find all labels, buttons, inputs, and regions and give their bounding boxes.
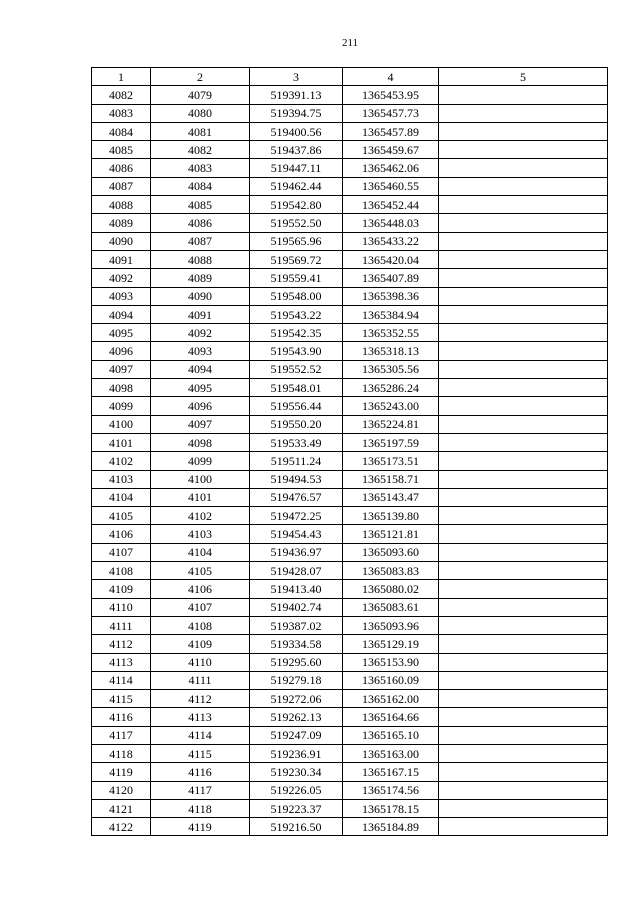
table-cell-col-2: 4099 [151, 452, 250, 470]
table-cell-col-2: 4104 [151, 543, 250, 561]
table-cell-col-2: 4118 [151, 799, 250, 817]
table-cell-col-3: 519543.22 [250, 305, 343, 323]
table-cell-col-5 [439, 122, 608, 140]
table-row [92, 86, 608, 104]
table-cell-col-3: 519548.00 [250, 287, 343, 305]
table-row [92, 543, 608, 561]
table-cell-col-4: 1365129.19 [343, 635, 439, 653]
table-cell-col-1: 4088 [92, 196, 151, 214]
table-cell-col-5 [439, 708, 608, 726]
table-cell-col-3: 519272.06 [250, 690, 343, 708]
table-cell-col-1: 4114 [92, 671, 151, 689]
table-cell-col-4: 1365121.81 [343, 525, 439, 543]
table-cell-col-1: 4091 [92, 250, 151, 268]
table-cell-col-1: 4108 [92, 562, 151, 580]
table-body [92, 86, 608, 836]
table-cell-col-1: 4085 [92, 141, 151, 159]
table-cell-col-2: 4092 [151, 324, 250, 342]
table-cell-col-4: 1365420.04 [343, 250, 439, 268]
table-cell-col-1: 4087 [92, 177, 151, 195]
table-cell-col-5 [439, 507, 608, 525]
table-cell-col-1: 4116 [92, 708, 151, 726]
table-cell-col-4: 1365452.44 [343, 196, 439, 214]
table-row [92, 214, 608, 232]
page-number: 211 [341, 37, 359, 49]
table-row [92, 397, 608, 415]
table-row [92, 653, 608, 671]
table-cell-col-4: 1365080.02 [343, 580, 439, 598]
table-row [92, 562, 608, 580]
table-cell-col-3: 519247.09 [250, 726, 343, 744]
table-cell-col-4: 1365352.55 [343, 324, 439, 342]
table-cell-col-2: 4115 [151, 744, 250, 762]
table-cell-col-5 [439, 214, 608, 232]
table-cell-col-5 [439, 744, 608, 762]
table-cell-col-4: 1365407.89 [343, 269, 439, 287]
column-header-3: 3 [250, 68, 343, 86]
table-cell-col-3: 519387.02 [250, 616, 343, 634]
table-cell-col-3: 519542.35 [250, 324, 343, 342]
table-row [92, 598, 608, 616]
table-cell-col-3: 519550.20 [250, 415, 343, 433]
table-cell-col-3: 519334.58 [250, 635, 343, 653]
table-cell-col-3: 519391.13 [250, 86, 343, 104]
table-cell-col-3: 519559.41 [250, 269, 343, 287]
table-cell-col-3: 519565.96 [250, 232, 343, 250]
table-cell-col-3: 519548.01 [250, 379, 343, 397]
table-row [92, 287, 608, 305]
table-cell-col-4: 1365448.03 [343, 214, 439, 232]
table-cell-col-5 [439, 379, 608, 397]
table-cell-col-4: 1365305.56 [343, 360, 439, 378]
table-cell-col-5 [439, 196, 608, 214]
table-row [92, 379, 608, 397]
table-row [92, 232, 608, 250]
table-cell-col-2: 4081 [151, 122, 250, 140]
table-cell-col-3: 519462.44 [250, 177, 343, 195]
table-cell-col-4: 1365398.36 [343, 287, 439, 305]
table-cell-col-2: 4088 [151, 250, 250, 268]
table-cell-col-1: 4084 [92, 122, 151, 140]
table-cell-col-2: 4100 [151, 470, 250, 488]
table-cell-col-1: 4122 [92, 818, 151, 836]
table-cell-col-5 [439, 671, 608, 689]
table-row [92, 159, 608, 177]
table-cell-col-1: 4096 [92, 342, 151, 360]
table-cell-col-3: 519543.90 [250, 342, 343, 360]
table-cell-col-3: 519428.07 [250, 562, 343, 580]
table-cell-col-1: 4101 [92, 433, 151, 451]
table-cell-col-1: 4094 [92, 305, 151, 323]
table-row [92, 141, 608, 159]
table-cell-col-5 [439, 690, 608, 708]
table-row [92, 305, 608, 323]
table-cell-col-5 [439, 360, 608, 378]
table-cell-col-2: 4095 [151, 379, 250, 397]
table-row [92, 250, 608, 268]
table-cell-col-1: 4086 [92, 159, 151, 177]
table-cell-col-4: 1365224.81 [343, 415, 439, 433]
table-cell-col-5 [439, 232, 608, 250]
table-row [92, 470, 608, 488]
table-cell-col-1: 4093 [92, 287, 151, 305]
table-cell-col-2: 4113 [151, 708, 250, 726]
table-cell-col-5 [439, 433, 608, 451]
table-cell-col-2: 4089 [151, 269, 250, 287]
table-cell-col-1: 4105 [92, 507, 151, 525]
table-cell-col-3: 519569.72 [250, 250, 343, 268]
table-cell-col-4: 1365163.00 [343, 744, 439, 762]
table-cell-col-2: 4117 [151, 781, 250, 799]
table-row [92, 525, 608, 543]
table-cell-col-1: 4083 [92, 104, 151, 122]
column-header-4: 4 [343, 68, 439, 86]
table-row [92, 269, 608, 287]
table-row [92, 616, 608, 634]
table-cell-col-2: 4106 [151, 580, 250, 598]
table-cell-col-3: 519400.56 [250, 122, 343, 140]
table-cell-col-2: 4083 [151, 159, 250, 177]
table-row [92, 507, 608, 525]
table-cell-col-2: 4082 [151, 141, 250, 159]
table-cell-col-3: 519223.37 [250, 799, 343, 817]
table-cell-col-5 [439, 616, 608, 634]
table-cell-col-4: 1365139.80 [343, 507, 439, 525]
table-cell-col-1: 4115 [92, 690, 151, 708]
table-row [92, 818, 608, 836]
table-cell-col-2: 4094 [151, 360, 250, 378]
table-cell-col-3: 519279.18 [250, 671, 343, 689]
table-cell-col-5 [439, 305, 608, 323]
table-cell-col-1: 4095 [92, 324, 151, 342]
table-cell-col-4: 1365197.59 [343, 433, 439, 451]
table-cell-col-1: 4110 [92, 598, 151, 616]
table-cell-col-4: 1365384.94 [343, 305, 439, 323]
table-row [92, 781, 608, 799]
table-cell-col-3: 519552.52 [250, 360, 343, 378]
table-row [92, 580, 608, 598]
table-cell-col-1: 4109 [92, 580, 151, 598]
table-cell-col-2: 4107 [151, 598, 250, 616]
table-cell-col-5 [439, 269, 608, 287]
table-cell-col-1: 4097 [92, 360, 151, 378]
table-cell-col-3: 519476.57 [250, 488, 343, 506]
table-cell-col-5 [439, 635, 608, 653]
table-cell-col-5 [439, 763, 608, 781]
table-cell-col-2: 4102 [151, 507, 250, 525]
table-cell-col-2: 4110 [151, 653, 250, 671]
table-cell-col-5 [439, 452, 608, 470]
table-cell-col-5 [439, 397, 608, 415]
table-row [92, 360, 608, 378]
table-cell-col-2: 4116 [151, 763, 250, 781]
table-row [92, 690, 608, 708]
column-header-5: 5 [439, 68, 608, 86]
table-cell-col-4: 1365173.51 [343, 452, 439, 470]
table-cell-col-5 [439, 653, 608, 671]
table-header [92, 68, 608, 86]
table-cell-col-1: 4119 [92, 763, 151, 781]
table-row [92, 763, 608, 781]
table-cell-col-1: 4099 [92, 397, 151, 415]
table-cell-col-5 [439, 287, 608, 305]
table-cell-col-1: 4102 [92, 452, 151, 470]
table-cell-col-5 [439, 799, 608, 817]
table-row [92, 433, 608, 451]
table-cell-col-4: 1365318.13 [343, 342, 439, 360]
table-cell-col-2: 4098 [151, 433, 250, 451]
table-cell-col-1: 4092 [92, 269, 151, 287]
table-cell-col-4: 1365433.22 [343, 232, 439, 250]
table-cell-col-4: 1365462.06 [343, 159, 439, 177]
table-cell-col-3: 519556.44 [250, 397, 343, 415]
table-cell-col-4: 1365143.47 [343, 488, 439, 506]
table-cell-col-5 [439, 726, 608, 744]
coordinates-table [91, 67, 608, 836]
table-cell-col-5 [439, 580, 608, 598]
table-cell-col-1: 4098 [92, 379, 151, 397]
table-cell-col-4: 1365459.67 [343, 141, 439, 159]
table-cell-col-1: 4107 [92, 543, 151, 561]
table-row [92, 342, 608, 360]
table-cell-col-3: 519236.91 [250, 744, 343, 762]
table-cell-col-2: 4103 [151, 525, 250, 543]
table-cell-col-3: 519533.49 [250, 433, 343, 451]
table-cell-col-5 [439, 141, 608, 159]
table-cell-col-3: 519494.53 [250, 470, 343, 488]
table-cell-col-5 [439, 525, 608, 543]
table-cell-col-5 [439, 543, 608, 561]
table-cell-col-2: 4112 [151, 690, 250, 708]
table-cell-col-4: 1365164.66 [343, 708, 439, 726]
table-row [92, 726, 608, 744]
table-row [92, 196, 608, 214]
table-cell-col-4: 1365174.56 [343, 781, 439, 799]
table-row [92, 122, 608, 140]
table-cell-col-1: 4082 [92, 86, 151, 104]
table-cell-col-2: 4111 [151, 671, 250, 689]
table-cell-col-2: 4087 [151, 232, 250, 250]
table-cell-col-4: 1365184.89 [343, 818, 439, 836]
table-cell-col-5 [439, 598, 608, 616]
table-cell-col-3: 519436.97 [250, 543, 343, 561]
table-cell-col-4: 1365093.60 [343, 543, 439, 561]
table-cell-col-3: 519394.75 [250, 104, 343, 122]
table-cell-col-2: 4085 [151, 196, 250, 214]
table-cell-col-1: 4090 [92, 232, 151, 250]
table-cell-col-3: 519226.05 [250, 781, 343, 799]
table-cell-col-5 [439, 250, 608, 268]
table-row [92, 104, 608, 122]
table-row [92, 671, 608, 689]
table-cell-col-1: 4089 [92, 214, 151, 232]
table-cell-col-3: 519447.11 [250, 159, 343, 177]
table-cell-col-4: 1365453.95 [343, 86, 439, 104]
table-cell-col-3: 519230.34 [250, 763, 343, 781]
table-row [92, 415, 608, 433]
table-row [92, 799, 608, 817]
table-cell-col-2: 4114 [151, 726, 250, 744]
table-cell-col-2: 4080 [151, 104, 250, 122]
table-cell-col-5 [439, 177, 608, 195]
table-cell-col-4: 1365083.83 [343, 562, 439, 580]
table-cell-col-4: 1365457.73 [343, 104, 439, 122]
table-cell-col-3: 519511.24 [250, 452, 343, 470]
table-cell-col-5 [439, 781, 608, 799]
table-row [92, 324, 608, 342]
table-cell-col-1: 4121 [92, 799, 151, 817]
table-row [92, 635, 608, 653]
table-cell-col-2: 4091 [151, 305, 250, 323]
table-cell-col-4: 1365165.10 [343, 726, 439, 744]
table-cell-col-2: 4090 [151, 287, 250, 305]
table-cell-col-1: 4100 [92, 415, 151, 433]
table-cell-col-2: 4096 [151, 397, 250, 415]
table-cell-col-3: 519216.50 [250, 818, 343, 836]
table-cell-col-5 [439, 159, 608, 177]
table-cell-col-4: 1365083.61 [343, 598, 439, 616]
table-row [92, 452, 608, 470]
table-cell-col-4: 1365457.89 [343, 122, 439, 140]
table-cell-col-4: 1365162.00 [343, 690, 439, 708]
table-cell-col-4: 1365153.90 [343, 653, 439, 671]
table-cell-col-5 [439, 324, 608, 342]
table-cell-col-2: 4079 [151, 86, 250, 104]
table-header-row [92, 68, 608, 86]
table-cell-col-4: 1365286.24 [343, 379, 439, 397]
table-cell-col-1: 4104 [92, 488, 151, 506]
table-cell-col-3: 519472.25 [250, 507, 343, 525]
table-cell-col-5 [439, 488, 608, 506]
table-cell-col-2: 4097 [151, 415, 250, 433]
table-cell-col-1: 4113 [92, 653, 151, 671]
table-cell-col-4: 1365167.15 [343, 763, 439, 781]
table-cell-col-5 [439, 818, 608, 836]
table-cell-col-2: 4119 [151, 818, 250, 836]
table-cell-col-1: 4103 [92, 470, 151, 488]
column-header-1: 1 [92, 68, 151, 86]
table-cell-col-2: 4108 [151, 616, 250, 634]
table-cell-col-3: 519454.43 [250, 525, 343, 543]
table-cell-col-1: 4118 [92, 744, 151, 762]
table-cell-col-5 [439, 86, 608, 104]
table-cell-col-2: 4084 [151, 177, 250, 195]
table-cell-col-2: 4109 [151, 635, 250, 653]
table-row [92, 177, 608, 195]
table-cell-col-4: 1365178.15 [343, 799, 439, 817]
table-row [92, 488, 608, 506]
column-header-2: 2 [151, 68, 250, 86]
table-cell-col-2: 4086 [151, 214, 250, 232]
table-cell-col-1: 4120 [92, 781, 151, 799]
table-cell-col-2: 4093 [151, 342, 250, 360]
table-cell-col-4: 1365243.00 [343, 397, 439, 415]
table-cell-col-3: 519552.50 [250, 214, 343, 232]
table-cell-col-3: 519295.60 [250, 653, 343, 671]
table-cell-col-3: 519262.13 [250, 708, 343, 726]
table-cell-col-1: 4106 [92, 525, 151, 543]
table-cell-col-5 [439, 562, 608, 580]
table-cell-col-5 [439, 470, 608, 488]
table-cell-col-3: 519413.40 [250, 580, 343, 598]
table-cell-col-1: 4117 [92, 726, 151, 744]
table-cell-col-5 [439, 415, 608, 433]
table-cell-col-4: 1365158.71 [343, 470, 439, 488]
table-cell-col-3: 519402.74 [250, 598, 343, 616]
table-cell-col-3: 519542.80 [250, 196, 343, 214]
table-cell-col-5 [439, 342, 608, 360]
table-cell-col-2: 4101 [151, 488, 250, 506]
table-cell-col-4: 1365160.09 [343, 671, 439, 689]
table-cell-col-5 [439, 104, 608, 122]
table-cell-col-1: 4112 [92, 635, 151, 653]
table-cell-col-3: 519437.86 [250, 141, 343, 159]
table-row [92, 744, 608, 762]
table-row [92, 708, 608, 726]
table-cell-col-4: 1365460.55 [343, 177, 439, 195]
table-cell-col-2: 4105 [151, 562, 250, 580]
table-cell-col-1: 4111 [92, 616, 151, 634]
table-cell-col-4: 1365093.96 [343, 616, 439, 634]
